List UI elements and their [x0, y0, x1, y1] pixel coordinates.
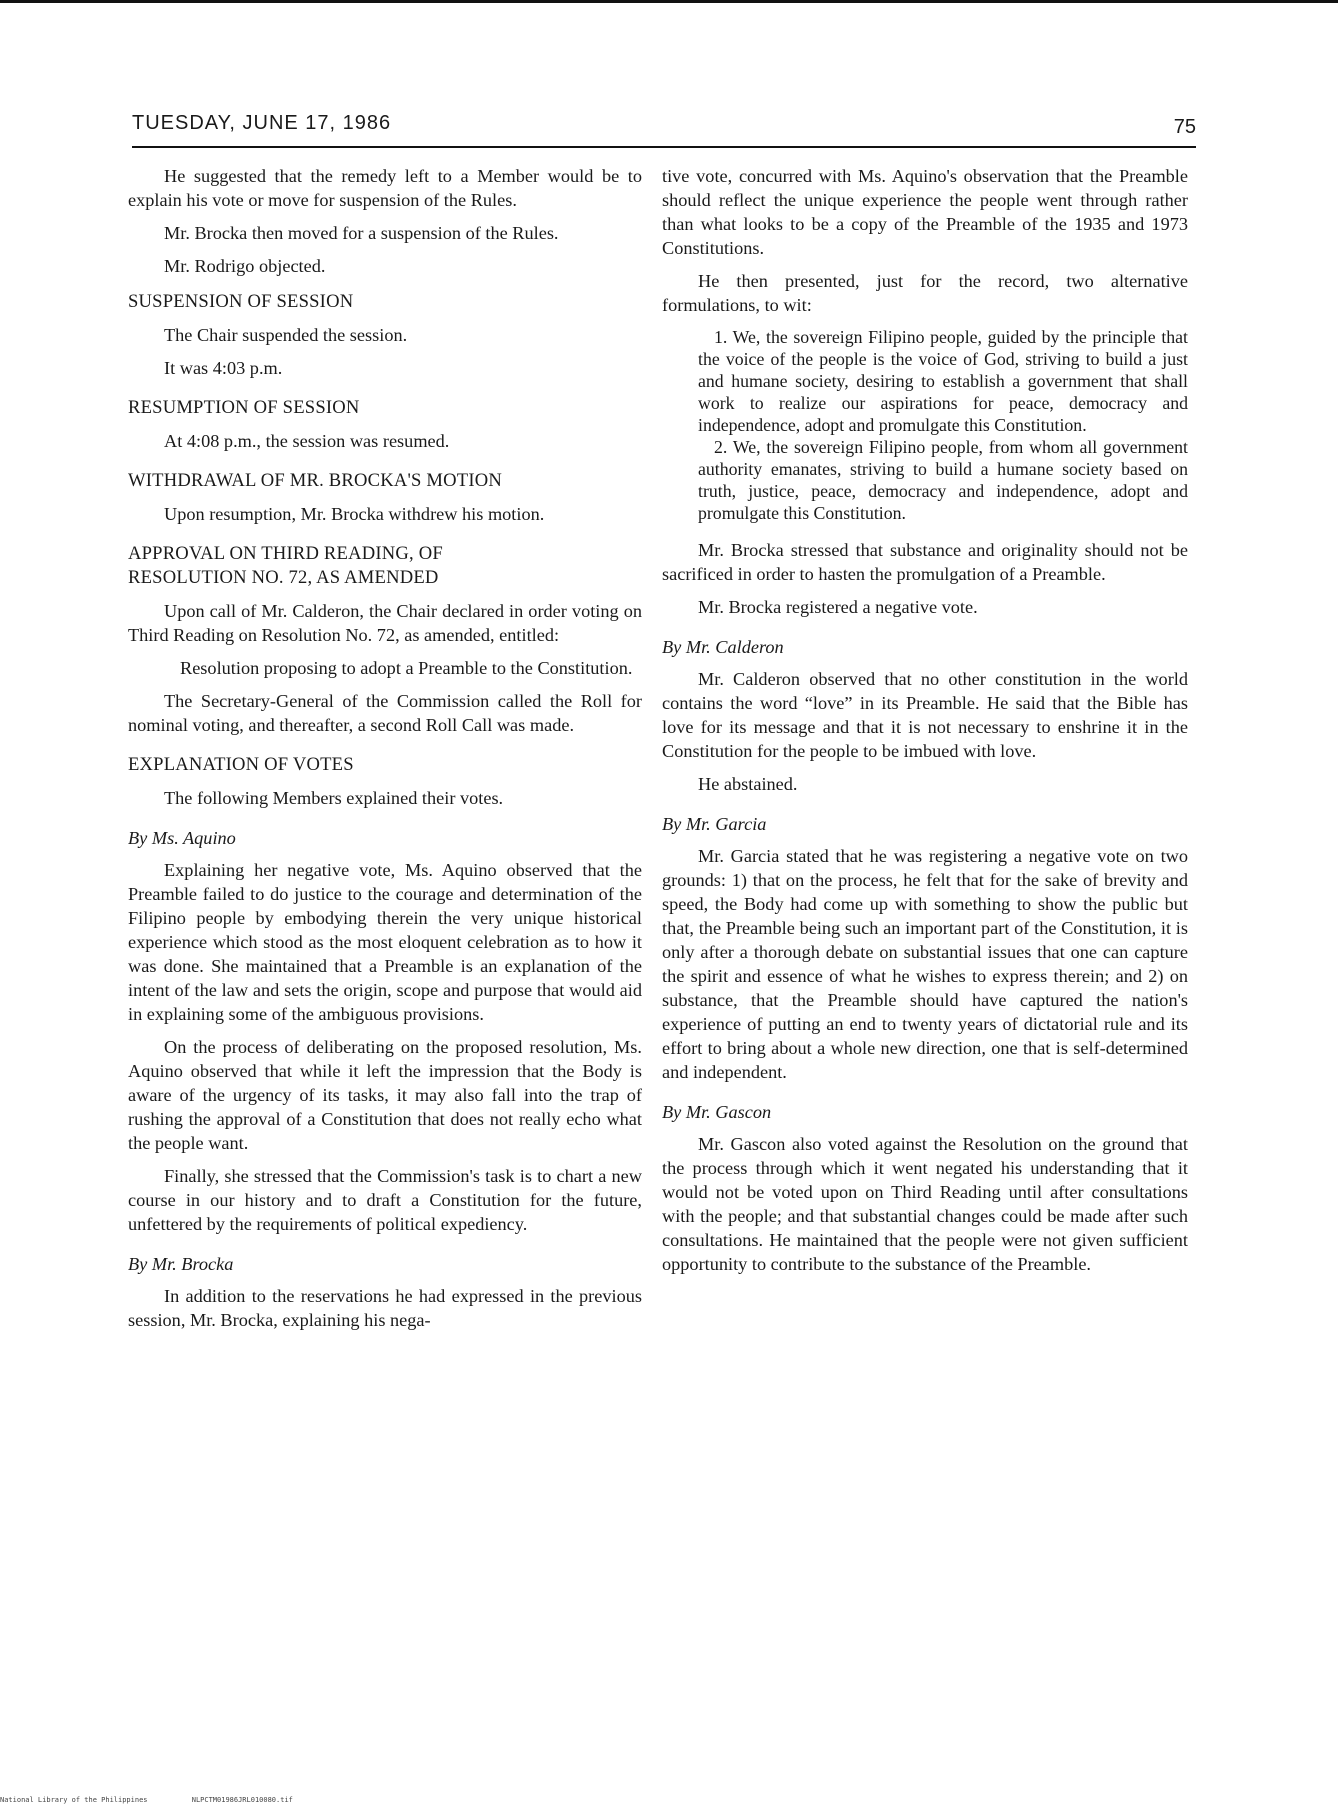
subheading-calderon: By Mr. Calderon — [662, 637, 784, 657]
heading-line: APPROVAL ON THIRD READING, OF — [128, 543, 443, 564]
section-heading-suspension: SUSPENSION OF SESSION — [128, 291, 354, 312]
paragraph: Mr. Gascon also voted against the Resolution on the ground that the process through which it went negated his understanding that it would not be voted upon on Third Reading until after consultations with the people; and that substantial changes could be made after such consultations. He maintained that the people were not given sufficient opportunity to contribute to the substance of the Preamble. — [662, 1134, 1188, 1274]
paragraph: The Chair suspended the session. — [164, 325, 408, 345]
paragraph: At 4:08 p.m., the session was resumed. — [164, 431, 450, 451]
resolution-title: Resolution proposing to adopt a Preamble to the Constitution. — [180, 658, 633, 678]
paragraph: In addition to the reservations he had expressed in the previous session, Mr. Brocka, explaining his nega- — [128, 1286, 642, 1330]
formulation-item: 2. We, the sovereign Filipino people, from whom all government authority emanates, striving to build a humane society based on truth, justice, peace, democracy and independence, adopt and promulgate this Constitution. — [698, 437, 1188, 523]
paragraph: Mr. Brocka stressed that substance and originality should not be sacrificed in order to hasten the promulgation of a Preamble. — [662, 540, 1188, 584]
paragraph: Mr. Garcia stated that he was registering a negative vote on two grounds: 1) that on the process, he felt that for the sake of brevity and speed, the Body had come up with something to show the public but that, the Preamble being such an important part of the Constitution, it is only after a thorough debate on substantial issues that one can capture the spirit and essence of what he wishes to express therein; and 2) on substance, that the Preamble should have captured the nation's experience of putting an end to twenty years of dictatorial rule and its effort to bring about a whole new direction, one that is self-determined and independent. — [662, 846, 1188, 1082]
section-heading-resumption: RESUMPTION OF SESSION — [128, 397, 360, 418]
scan-footer — [0, 1796, 293, 1804]
paragraph: It was 4:03 p.m. — [164, 358, 283, 378]
paragraph: The following Members explained their votes. — [164, 788, 504, 808]
section-heading-withdrawal: WITHDRAWAL OF MR. BROCKA'S MOTION — [128, 470, 502, 491]
section-heading-explanation: EXPLANATION OF VOTES — [128, 754, 354, 775]
paragraph: Mr. Brocka then moved for a suspension of the Rules. — [164, 223, 559, 243]
paragraph: Mr. Brocka registered a negative vote. — [698, 597, 978, 617]
subheading-brocka: By Mr. Brocka — [128, 1254, 234, 1274]
paragraph: tive vote, concurred with Ms. Aquino's observation that the Preamble should reflect the unique experience the people went through rather than what looks to be a copy of the Preamble of the 1935 and 1973 Constitutions. — [662, 166, 1188, 258]
heading-line: RESOLUTION NO. 72, AS AMENDED — [128, 567, 439, 588]
paragraph: On the process of deliberating on the proposed resolution, Ms. Aquino observed that while it left the impression that the Body is aware of the urgency of its tasks, it may also fall into the trap of rushing the approval of a Constitution that does not really echo what the people want. — [128, 1037, 642, 1153]
subheading-aquino: By Ms. Aquino — [128, 828, 236, 848]
paragraph: Upon resumption, Mr. Brocka withdrew his motion. — [164, 504, 545, 524]
paragraph: He then presented, just for the record, two alternative formulations, to wit: — [662, 271, 1188, 315]
header-date: TUESDAY, JUNE 17, 1986 — [132, 112, 392, 134]
footer-library: National Library of the Philippines — [0, 1796, 148, 1804]
paragraph: The Secretary-General of the Commission called the Roll for nominal voting, and thereafter, a second Roll Call was made. — [128, 691, 642, 735]
paragraph: Upon call of Mr. Calderon, the Chair declared in order voting on Third Reading on Resolution No. 72, as amended, entitled: — [128, 601, 642, 645]
left-column — [128, 164, 642, 1341]
formulation-item: 1. We, the sovereign Filipino people, guided by the principle that the voice of the people is the voice of God, striving to build a just and humane society, desiring to establish a government that shall work to realize our aspirations for peace, democracy and independence, adopt and promulgate this Constitution. — [698, 327, 1188, 435]
paragraph: He suggested that the remedy left to a Member would be to explain his vote or move for suspension of the Rules. — [128, 166, 642, 210]
paragraph: Finally, she stressed that the Commission's task is to chart a new course in our history and to draft a Constitution for the future, unfettered by the requirements of political expediency. — [128, 1166, 642, 1234]
page-header — [132, 110, 1196, 148]
paragraph: He abstained. — [698, 774, 798, 794]
footer-code: NLPCTM01986JRL010080.tif — [191, 1796, 293, 1804]
subheading-gascon: By Mr. Gascon — [662, 1102, 772, 1122]
top-rule — [0, 0, 1338, 3]
paragraph: Mr. Calderon observed that no other constitution in the world contains the word “love” in its Preamble. He said that the Bible has love for its message and that it is not necessary to enshrine it in the Constitution for the people to be imbued with love. — [662, 669, 1188, 761]
subheading-garcia: By Mr. Garcia — [662, 814, 767, 834]
paragraph: Explaining her negative vote, Ms. Aquino observed that the Preamble failed to do justice to the courage and determination of the Filipino people by embodying therein the very unique historical experience which stood as the most eloquent celebration as to how it was done. She maintained that a Preamble is an explanation of the intent of the law and sets the origin, scope and purpose that would aid in explaining some of the ambiguous provisions. — [128, 860, 642, 1024]
right-column — [662, 164, 1188, 1285]
section-heading-approval — [128, 542, 642, 590]
paragraph: Mr. Rodrigo objected. — [164, 256, 326, 276]
page-number: 75 — [1173, 116, 1196, 138]
